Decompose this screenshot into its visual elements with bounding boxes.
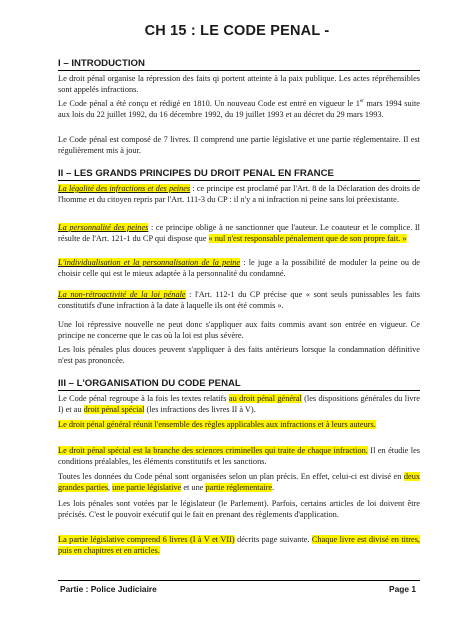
intro-paragraph-2-text: Le Code pénal a été conçu et rédigé en 1810. Un nouveau Code est entré en vigueur le 1 [58,99,360,108]
section-heading-organisation: III – L'ORGANISATION DU CODE PENAL [58,378,420,391]
principle-individualisation [58,258,420,280]
intro-paragraph-1: Le droit pénal organise la répression des faits qi portent atteinte à la paix publique. Les actes répréhensibles sont appelés infractions. [58,74,420,94]
intro-paragraph-2-text-cont: mars 1994 suite aux lois du 22 juillet 1992, du 16 décembre 1992, du 19 juillet 1993 et au décret du 29 mars 1993. [58,99,420,119]
principle-personality [58,223,420,245]
personality-text: : ce principe oblige à ne sanctionner que l'auteur. Le coauteur et le complice. Il résulte de l'Art. 121-1 du CP qui dispose que [58,223,420,243]
highlight-chaque-livre: Chaque livre est divisé en titres, puis en chapitres et en articles. [58,535,420,555]
term-individualisation: L'individualisation et la personnalisation de la peine [58,258,241,267]
org-p4-text-d: . [272,482,275,492]
highlight-droit-penal-general: au droit pénal général [228,394,302,403]
org-p1-text-c: (les infractions des livres II à V). [144,404,256,414]
principle-non-retroactivity [58,290,420,312]
organisation-paragraph-6 [58,535,420,557]
org-p1-text-a: Le Code pénal regroupe à la fois les textes relatifs [58,394,229,403]
organisation-paragraph-5: Les lois pénales sont votées par le législateur (le Parlement). Parfois, certains articles de loi doivent être précisés. C'est le pouvoir exécutif qui le fait en prenant des règlements d'application. [58,499,420,519]
footer-divider [58,580,420,581]
highlight-six-livres: La partie législative comprend 6 livres (I à V et VII) [58,535,235,544]
organisation-paragraph-1 [58,394,420,416]
org-p4-text-b: , [108,482,113,492]
highlight-droit-general-def: Le droit pénal général réunit l'ensemble des règles applicables aux infractions et à leurs auteurs. [58,420,376,429]
org-p4-text-c: et une [181,482,206,492]
principle-paragraph-5: Une loi répressive nouvelle ne peut donc s'appliquer aux faits commis avant son entrée en vigueur. Ce principe ne concerne que le cas où la loi est plus sévère. [58,320,420,340]
footer-page-number: Page 1 [388,584,416,594]
highlight-partie-reglementaire: partie réglementaire [205,482,273,492]
term-personality: La personnalité des peines [58,223,149,232]
section-heading-introduction: I – INTRODUCTION [58,58,420,71]
personality-quote: « nul n'est responsable pénalement que de son propre fait. » [208,233,407,243]
org-p6-text: décrits page suivante. [234,535,312,544]
organisation-paragraph-3 [58,446,420,468]
highlight-droit-penal-special: droit pénal spécial [83,404,145,414]
term-non-retroactivity: La non-rétroactivité de la loi pénale [58,290,186,299]
non-retroactivity-text: : l'Art. 112-1 du CP précise que « sont seuls punissables les faits constitutifs d'une infraction à la date à laquelle ils ont été commis ». [58,290,420,310]
org-p4-text-a: Toutes les données du Code pénal sont organisées selon un plan précis. En effet, celui-ci est divisé en [58,472,404,481]
individualisation-text: : le juge a la possibilité de moduler la peine ou de choisir celle qui est le mieux adaptée à la personnalité du condamné. [58,258,420,278]
org-p1-text-b: (les dispositions générales du livre I) et au [58,394,420,414]
highlight-deux-parties: deux grandes parties [58,472,420,492]
page-title: CH 15 : LE CODE PENAL - [144,23,330,39]
org-p3-text: Il en étudie les conditions préalables, les éléments constitutifs et les sanctions. [58,446,421,466]
term-legality: La légalité des infractions et des peines [58,184,191,193]
intro-paragraph-2 [58,99,420,121]
superscript-er: er [359,99,364,105]
principle-paragraph-6: Les lois pénales plus douces peuvent s'appliquer à des faits antérieurs lorsque la condamnation définitive n'est pas prononcée. [58,345,420,365]
highlight-partie-legislative: une partie législative [112,482,182,492]
section-heading-principles: II – LES GRANDS PRINCIPES DU DROIT PENAL EN FRANCE [58,168,420,181]
organisation-paragraph-2 [58,420,420,431]
footer-part-label: Partie : Police Judiciaire [60,584,157,594]
organisation-paragraph-4 [58,472,420,494]
intro-paragraph-3: Le Code pénal est composé de 7 livres. Il comprend une partie législative et une partie réglementaire. Il est régulièrement mis à jour. [58,135,420,155]
principle-legality [58,184,420,206]
highlight-droit-special-def: Le droit pénal spécial est la branche des sciences criminelles qui traite de chaque infraction. [58,446,368,455]
legality-text: : ce principe est proclamé par l'Art. 8 de la Déclaration des droits de l'homme et du citoyen repris par l'Art. 111-3 du CP : il n'y a ni infraction ni peine sans loi préexistante. [58,184,420,204]
